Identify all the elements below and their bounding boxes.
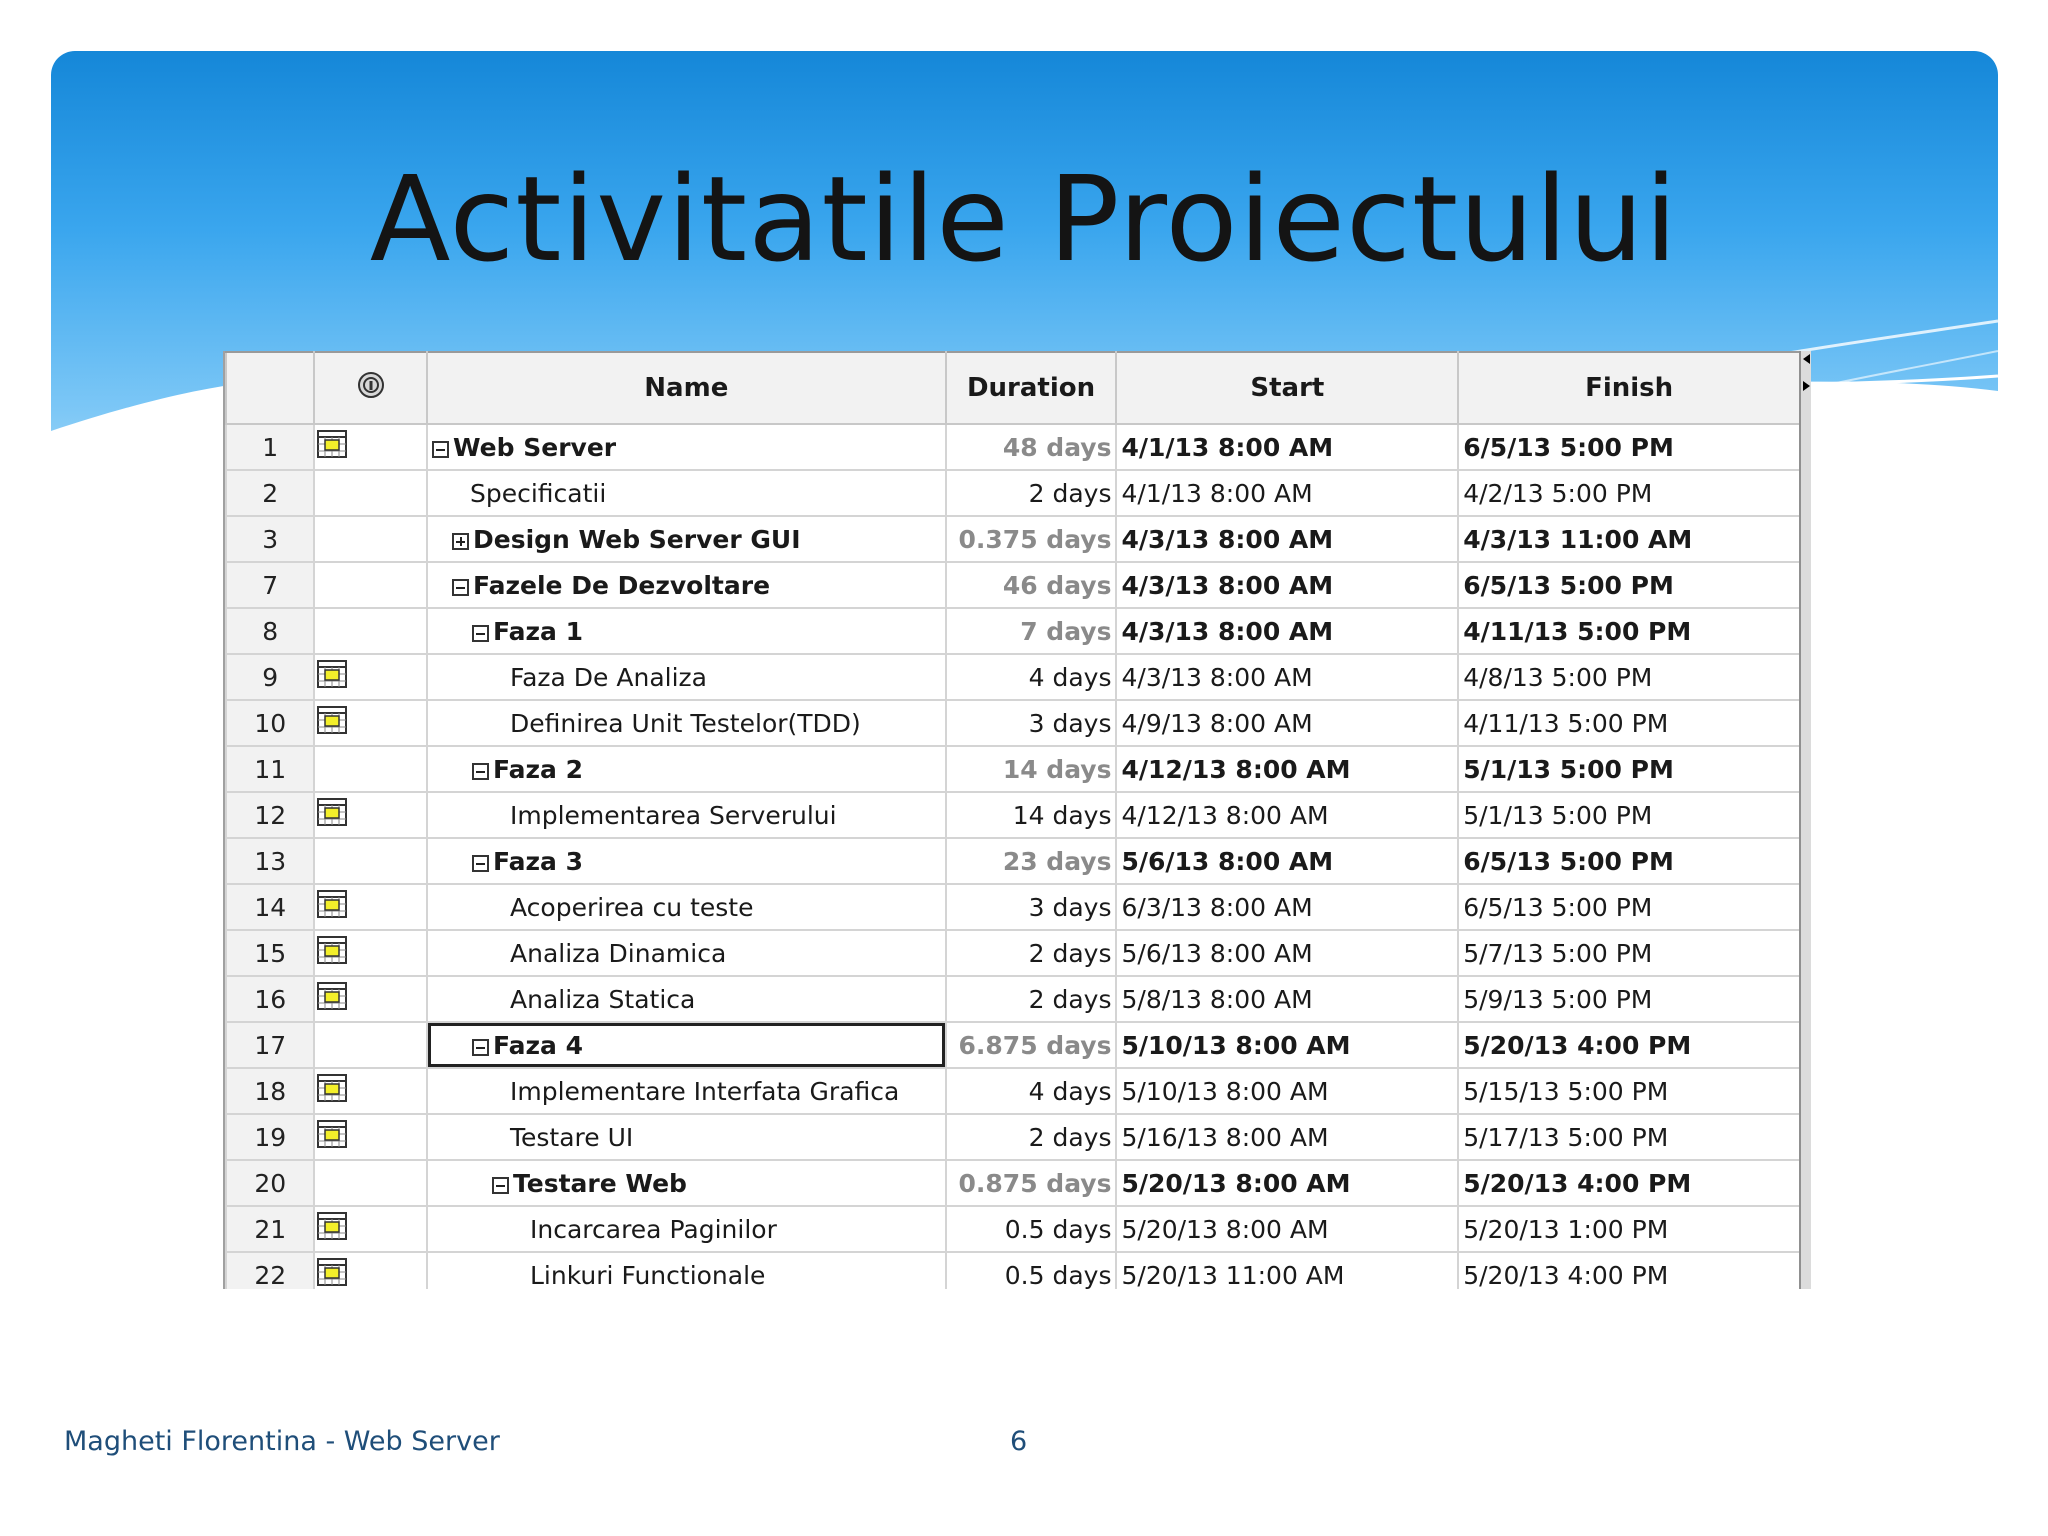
expand-icon[interactable]	[452, 533, 469, 550]
table-row[interactable]	[226, 1160, 1800, 1206]
table-row[interactable]	[226, 516, 1800, 562]
indicator-cell	[314, 1252, 427, 1289]
calendar-task-icon	[317, 890, 347, 924]
calendar-task-icon	[317, 1120, 347, 1154]
calendar-task-icon	[317, 1074, 347, 1108]
start-cell[interactable]: 5/10/13 8:00 AM	[1116, 1068, 1458, 1114]
row-id: 19	[226, 1114, 314, 1160]
duration-cell[interactable]: 3 days	[946, 700, 1117, 746]
indicator-cell	[314, 424, 427, 470]
footer-author: Magheti Florentina - Web Server	[64, 1426, 500, 1457]
start-cell[interactable]: 5/8/13 8:00 AM	[1116, 976, 1458, 1022]
indicator-cell	[314, 792, 427, 838]
task-name: Definirea Unit Testelor(TDD)	[510, 708, 861, 738]
task-name-cell[interactable]	[427, 1068, 946, 1114]
finish-cell[interactable]: 4/11/13 5:00 PM	[1458, 700, 1800, 746]
start-cell[interactable]: 4/3/13 8:00 AM	[1116, 608, 1458, 654]
duration-cell[interactable]: 14 days	[946, 792, 1117, 838]
row-id: 2	[226, 470, 314, 516]
task-name: Linkuri Functionale	[530, 1260, 766, 1289]
finish-cell[interactable]: 4/8/13 5:00 PM	[1458, 654, 1800, 700]
task-name-cell[interactable]	[427, 792, 946, 838]
task-name-cell[interactable]	[427, 930, 946, 976]
finish-cell[interactable]: 5/20/13 4:00 PM	[1458, 1252, 1800, 1289]
vertical-splitter[interactable]	[1799, 351, 1811, 1289]
duration-cell[interactable]: 14 days	[946, 746, 1117, 792]
table-row[interactable]	[226, 608, 1800, 654]
column-header-name[interactable]: Name	[427, 352, 946, 424]
task-name: Implementare Interfata Grafica	[510, 1076, 900, 1106]
task-name-cell[interactable]	[427, 562, 946, 608]
task-name-cell[interactable]	[427, 1206, 946, 1252]
indicator-cell	[314, 700, 427, 746]
calendar-task-icon	[317, 936, 347, 970]
duration-cell[interactable]: 7 days	[946, 608, 1117, 654]
row-id: 20	[226, 1160, 314, 1206]
row-id: 21	[226, 1206, 314, 1252]
finish-cell[interactable]: 5/15/13 5:00 PM	[1458, 1068, 1800, 1114]
indicator-cell	[314, 884, 427, 930]
indicator-cell	[314, 562, 427, 608]
finish-cell[interactable]: 5/9/13 5:00 PM	[1458, 976, 1800, 1022]
task-name: Design Web Server GUI	[473, 524, 801, 554]
task-name: Faza 4	[493, 1030, 584, 1060]
table-row[interactable]	[226, 654, 1800, 700]
indicator-cell	[314, 516, 427, 562]
finish-cell[interactable]: 6/5/13 5:00 PM	[1458, 884, 1800, 930]
start-cell[interactable]: 5/20/13 8:00 AM	[1116, 1206, 1458, 1252]
table-row[interactable]	[226, 1022, 1800, 1068]
table-row[interactable]	[226, 746, 1800, 792]
table-row[interactable]	[226, 700, 1800, 746]
collapse-icon[interactable]	[452, 579, 469, 596]
row-id: 14	[226, 884, 314, 930]
finish-cell[interactable]: 6/5/13 5:00 PM	[1458, 424, 1800, 470]
start-cell[interactable]: 4/1/13 8:00 AM	[1116, 424, 1458, 470]
column-header-duration[interactable]: Duration	[946, 352, 1117, 424]
duration-cell[interactable]: 48 days	[946, 424, 1117, 470]
table-row[interactable]	[226, 1068, 1800, 1114]
task-name-cell[interactable]	[427, 1022, 946, 1068]
task-name-cell[interactable]	[427, 884, 946, 930]
duration-cell[interactable]: 6.875 days	[946, 1022, 1117, 1068]
finish-cell[interactable]: 5/17/13 5:00 PM	[1458, 1114, 1800, 1160]
collapse-icon[interactable]	[432, 441, 449, 458]
calendar-task-icon	[317, 982, 347, 1016]
start-cell[interactable]: 4/1/13 8:00 AM	[1116, 470, 1458, 516]
finish-cell[interactable]: 6/5/13 5:00 PM	[1458, 562, 1800, 608]
start-cell[interactable]: 5/10/13 8:00 AM	[1116, 1022, 1458, 1068]
row-id: 16	[226, 976, 314, 1022]
duration-cell[interactable]: 0.5 days	[946, 1206, 1117, 1252]
page-number: 6	[1010, 1426, 1028, 1457]
collapse-icon[interactable]	[472, 1039, 489, 1056]
row-id: 12	[226, 792, 314, 838]
task-name: Faza 2	[493, 754, 584, 784]
task-name: Specificatii	[470, 478, 607, 508]
row-id: 17	[226, 1022, 314, 1068]
task-name: Testare Web	[513, 1168, 687, 1198]
indicator-cell	[314, 838, 427, 884]
indicator-cell	[314, 746, 427, 792]
calendar-task-icon	[317, 1212, 347, 1246]
row-id: 22	[226, 1252, 314, 1289]
start-cell[interactable]: 6/3/13 8:00 AM	[1116, 884, 1458, 930]
finish-cell[interactable]: 6/5/13 5:00 PM	[1458, 838, 1800, 884]
calendar-task-icon	[317, 660, 347, 694]
start-cell[interactable]: 4/3/13 8:00 AM	[1116, 562, 1458, 608]
info-circle-icon	[356, 370, 386, 400]
finish-cell[interactable]: 5/7/13 5:00 PM	[1458, 930, 1800, 976]
row-id: 13	[226, 838, 314, 884]
expand-arrow-icon	[1803, 381, 1810, 391]
indicator-cell	[314, 1206, 427, 1252]
task-name: Incarcarea Paginilor	[530, 1214, 777, 1244]
table-row[interactable]	[226, 470, 1800, 516]
slide-title: Activitatile Proiectului	[369, 150, 1679, 288]
collapse-icon[interactable]	[472, 625, 489, 642]
finish-cell[interactable]: 5/20/13 1:00 PM	[1458, 1206, 1800, 1252]
indicator-cell	[314, 976, 427, 1022]
indicator-cell	[314, 1022, 427, 1068]
table-row[interactable]	[226, 884, 1800, 930]
row-id: 11	[226, 746, 314, 792]
start-cell[interactable]: 4/3/13 8:00 AM	[1116, 654, 1458, 700]
task-name-cell[interactable]	[427, 654, 946, 700]
indicator-cell	[314, 1114, 427, 1160]
project-task-table	[223, 351, 1811, 1289]
duration-cell[interactable]: 3 days	[946, 884, 1117, 930]
start-cell[interactable]: 5/6/13 8:00 AM	[1116, 838, 1458, 884]
row-id: 1	[226, 424, 314, 470]
task-name: Fazele De Dezvoltare	[473, 570, 771, 600]
row-id: 3	[226, 516, 314, 562]
row-id: 15	[226, 930, 314, 976]
duration-cell[interactable]: 2 days	[946, 470, 1117, 516]
task-name-cell[interactable]	[427, 976, 946, 1022]
start-cell[interactable]: 5/16/13 8:00 AM	[1116, 1114, 1458, 1160]
task-name: Web Server	[453, 432, 617, 462]
task-name-cell[interactable]	[427, 608, 946, 654]
row-id: 7	[226, 562, 314, 608]
row-id: 8	[226, 608, 314, 654]
duration-cell[interactable]: 23 days	[946, 838, 1117, 884]
indicator-cell	[314, 1068, 427, 1114]
table-row[interactable]	[226, 424, 1800, 470]
task-name: Acoperirea cu teste	[510, 892, 754, 922]
column-header-indicators[interactable]	[314, 352, 427, 424]
task-name: Analiza Dinamica	[510, 938, 727, 968]
task-name: Faza 1	[493, 616, 584, 646]
task-name-cell[interactable]	[427, 746, 946, 792]
collapse-icon[interactable]	[472, 763, 489, 780]
table-row[interactable]	[226, 1252, 1800, 1289]
finish-cell[interactable]: 4/2/13 5:00 PM	[1458, 470, 1800, 516]
table-header-row	[226, 352, 1800, 424]
task-name: Analiza Statica	[510, 984, 696, 1014]
start-cell[interactable]: 4/3/13 8:00 AM	[1116, 516, 1458, 562]
task-name-cell[interactable]	[427, 700, 946, 746]
indicator-cell	[314, 930, 427, 976]
collapse-icon[interactable]	[492, 1177, 509, 1194]
duration-cell[interactable]: 0.5 days	[946, 1252, 1117, 1289]
column-header-id[interactable]	[226, 352, 314, 424]
indicator-cell	[314, 1160, 427, 1206]
column-header-finish[interactable]: Finish	[1458, 352, 1800, 424]
row-id: 9	[226, 654, 314, 700]
task-name: Faza De Analiza	[510, 662, 707, 692]
duration-cell[interactable]: 4 days	[946, 654, 1117, 700]
task-name: Implementarea Serverului	[510, 800, 837, 830]
duration-cell[interactable]: 4 days	[946, 1068, 1117, 1114]
start-cell[interactable]: 4/12/13 8:00 AM	[1116, 746, 1458, 792]
table-row[interactable]	[226, 792, 1800, 838]
table-row[interactable]	[226, 562, 1800, 608]
task-name-cell[interactable]	[427, 516, 946, 562]
task-name-cell[interactable]	[427, 1252, 946, 1289]
table-row[interactable]	[226, 930, 1800, 976]
start-cell[interactable]: 5/20/13 11:00 AM	[1116, 1252, 1458, 1289]
collapse-arrow-icon	[1803, 354, 1810, 364]
task-name: Testare UI	[510, 1122, 634, 1152]
duration-cell[interactable]: 2 days	[946, 976, 1117, 1022]
duration-cell[interactable]: 46 days	[946, 562, 1117, 608]
table-row[interactable]	[226, 1114, 1800, 1160]
row-id: 10	[226, 700, 314, 746]
duration-cell[interactable]: 0.375 days	[946, 516, 1117, 562]
calendar-task-icon	[317, 1258, 347, 1289]
collapse-icon[interactable]	[472, 855, 489, 872]
start-cell[interactable]: 5/20/13 8:00 AM	[1116, 1160, 1458, 1206]
finish-cell[interactable]: 5/1/13 5:00 PM	[1458, 746, 1800, 792]
start-cell[interactable]: 4/9/13 8:00 AM	[1116, 700, 1458, 746]
task-name-cell[interactable]	[427, 1114, 946, 1160]
task-name-cell[interactable]	[427, 838, 946, 884]
start-cell[interactable]: 4/12/13 8:00 AM	[1116, 792, 1458, 838]
column-header-start[interactable]: Start	[1116, 352, 1458, 424]
calendar-task-icon	[317, 798, 347, 832]
start-cell[interactable]: 5/6/13 8:00 AM	[1116, 930, 1458, 976]
finish-cell[interactable]: 4/3/13 11:00 AM	[1458, 516, 1800, 562]
table-row[interactable]	[226, 976, 1800, 1022]
finish-cell[interactable]: 5/20/13 4:00 PM	[1458, 1160, 1800, 1206]
indicator-cell	[314, 654, 427, 700]
indicator-cell	[314, 608, 427, 654]
finish-cell[interactable]: 5/20/13 4:00 PM	[1458, 1022, 1800, 1068]
task-name-cell[interactable]	[427, 424, 946, 470]
task-name-cell[interactable]	[427, 470, 946, 516]
calendar-task-icon	[317, 706, 347, 740]
table-row[interactable]	[226, 838, 1800, 884]
duration-cell[interactable]: 0.875 days	[946, 1160, 1117, 1206]
calendar-task-icon	[317, 430, 347, 464]
duration-cell[interactable]: 2 days	[946, 930, 1117, 976]
task-name: Faza 3	[493, 846, 584, 876]
finish-cell[interactable]: 5/1/13 5:00 PM	[1458, 792, 1800, 838]
duration-cell[interactable]: 2 days	[946, 1114, 1117, 1160]
indicator-cell	[314, 470, 427, 516]
finish-cell[interactable]: 4/11/13 5:00 PM	[1458, 608, 1800, 654]
task-name-cell[interactable]	[427, 1160, 946, 1206]
table-row[interactable]	[226, 1206, 1800, 1252]
row-id: 18	[226, 1068, 314, 1114]
